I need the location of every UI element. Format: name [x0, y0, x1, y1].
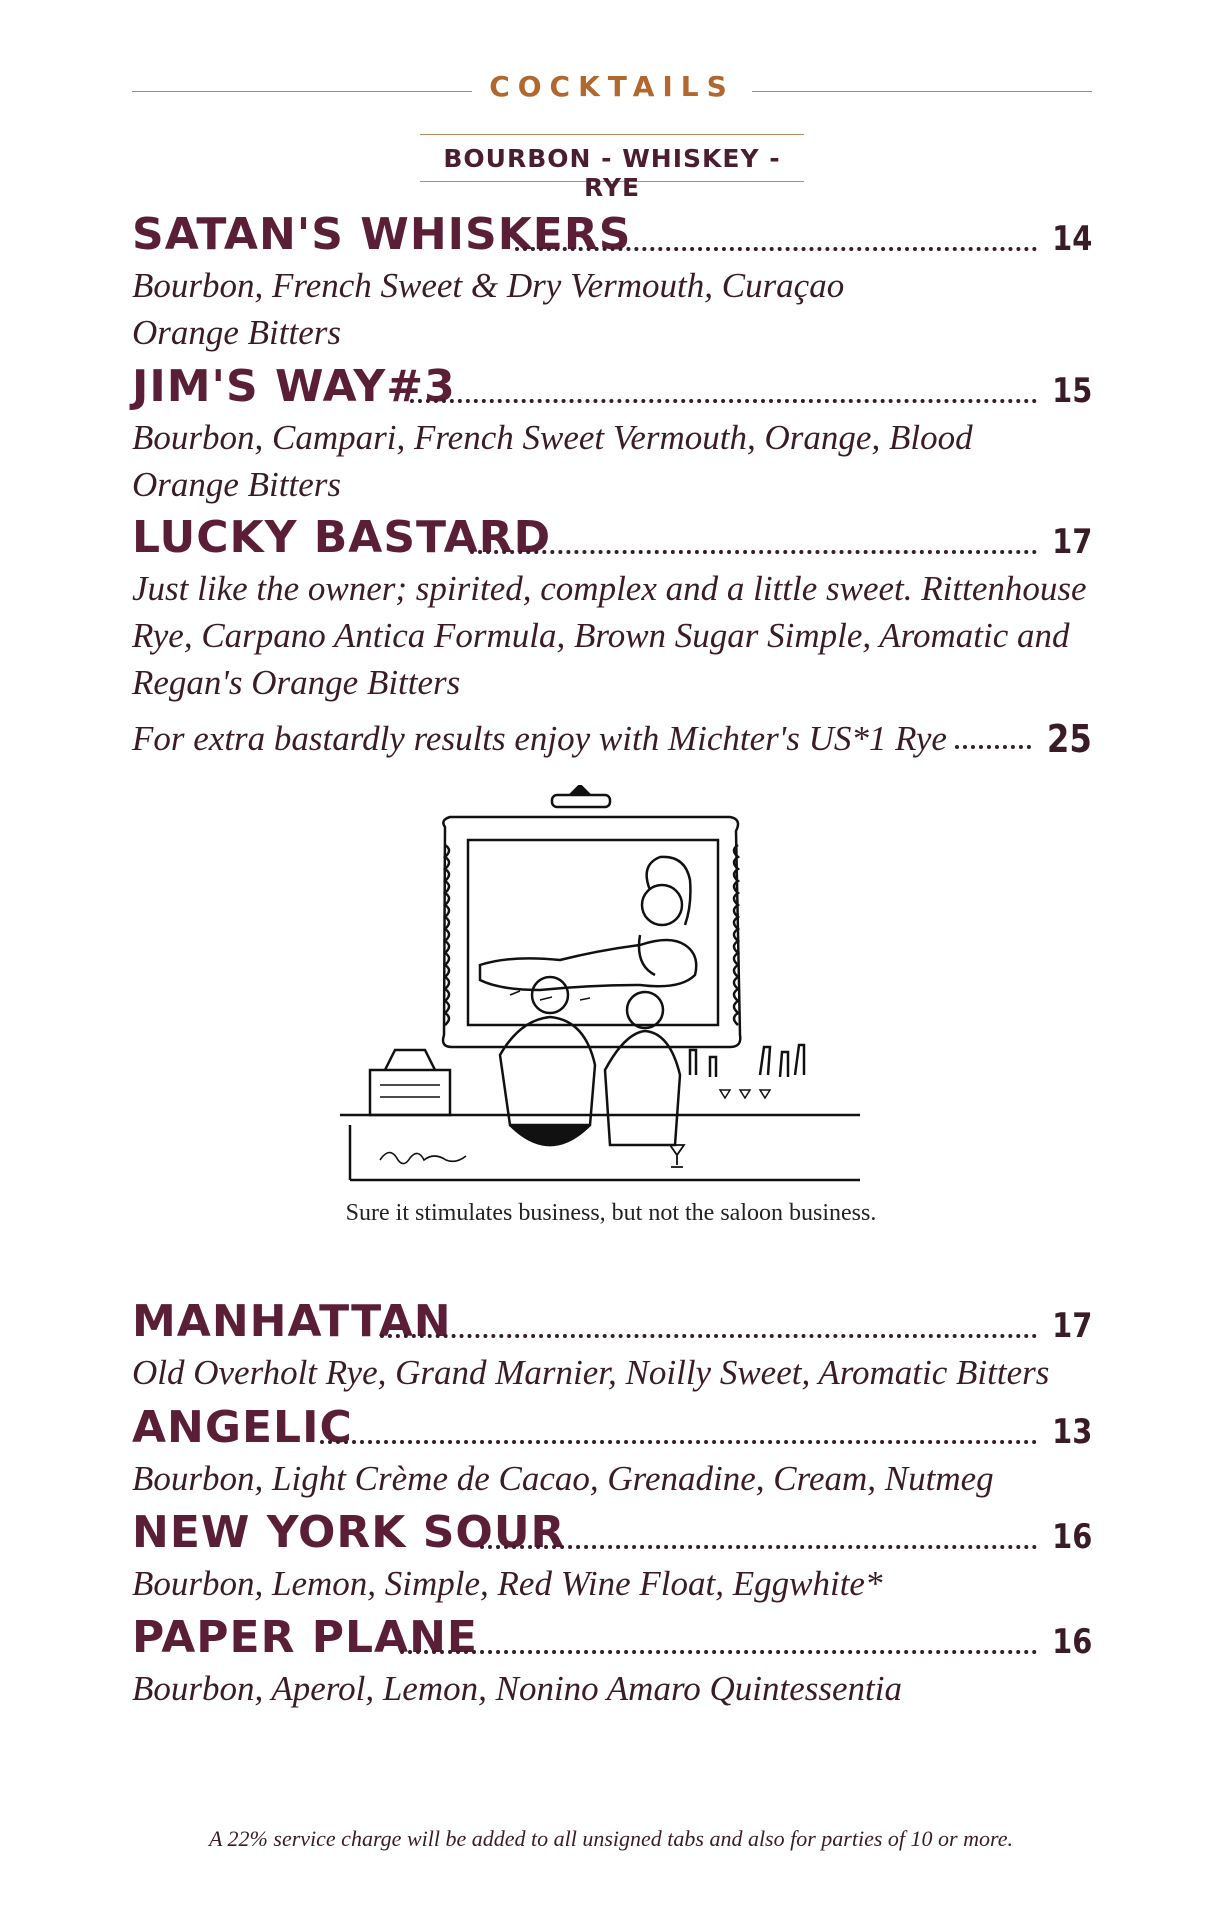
- menu-item: [132, 1608, 1092, 1711]
- dot-leader: [400, 1649, 1037, 1654]
- menu-item: [132, 357, 1092, 507]
- item-name: LUCKY BASTARD: [132, 512, 552, 563]
- dot-leader: [380, 1333, 1037, 1338]
- item-name: JIM'S WAY#3: [132, 361, 456, 412]
- upgrade-option: [132, 716, 1092, 761]
- item-price: 15: [1051, 371, 1092, 411]
- item-price: 16: [1051, 1517, 1092, 1557]
- item-description-line: Bourbon, Light Crème de Cacao, Grenadine, Cream, Nutmeg: [132, 1459, 994, 1498]
- item-price: 13: [1051, 1412, 1092, 1452]
- item-name: PAPER PLANE: [132, 1612, 478, 1663]
- upgrade-price: 25: [1047, 717, 1092, 761]
- cartoon-illustration: [340, 785, 860, 1185]
- item-description-line: Bourbon, Aperol, Lemon, Nonino Amaro Quintessentia: [132, 1669, 902, 1708]
- header-rule-right: [752, 91, 1092, 92]
- item-description-line: Orange Bitters: [132, 313, 342, 352]
- menu-item: [132, 1292, 1092, 1395]
- menu-item: [132, 1503, 1092, 1606]
- dot-leader: [955, 744, 1031, 749]
- dot-leader: [470, 549, 1037, 554]
- dot-leader: [320, 1439, 1037, 1444]
- item-price: 17: [1051, 1306, 1092, 1346]
- menu-item: [132, 508, 1092, 705]
- upgrade-text: For extra bastardly results enjoy with Michter's US*1 Rye: [132, 719, 947, 758]
- item-description-line: Orange Bitters: [132, 465, 342, 504]
- section-title: COCKTAILS: [489, 70, 735, 103]
- item-description-line: Old Overholt Rye, Grand Marnier, Noilly Sweet, Aromatic Bitters: [132, 1353, 1050, 1392]
- menu-item: [132, 1398, 1092, 1501]
- service-charge-note: A 22% service charge will be added to all unsigned tabs and also for parties of 10 or more.: [209, 1826, 1013, 1851]
- item-price: 14: [1051, 219, 1092, 259]
- item-price: 17: [1051, 522, 1092, 562]
- item-name: MANHATTAN: [132, 1296, 452, 1347]
- subsection-heading-label: BOURBON - WHISKEY - RYE: [443, 144, 781, 202]
- item-description-line: Rye, Carpano Antica Formula, Brown Sugar Simple, Aromatic and: [132, 616, 1070, 655]
- item-description-line: Bourbon, Campari, French Sweet Vermouth, Orange, Blood: [132, 418, 973, 457]
- dot-leader: [515, 246, 1037, 251]
- menu-item: [132, 205, 1092, 355]
- illustration-caption: Sure it stimulates business, but not the saloon business.: [345, 1200, 877, 1226]
- item-description-line: Regan's Orange Bitters: [132, 663, 461, 702]
- subsection-heading: [420, 134, 804, 202]
- dot-leader: [410, 398, 1037, 403]
- item-description-line: Just like the owner; spirited, complex and a little sweet. Rittenhouse: [132, 569, 1087, 608]
- item-name: ANGELIC: [132, 1402, 353, 1453]
- section-header: [132, 70, 1092, 114]
- item-name: NEW YORK SOUR: [132, 1507, 566, 1558]
- item-description-line: Bourbon, Lemon, Simple, Red Wine Float, Eggwhite*: [132, 1564, 883, 1603]
- dot-leader: [480, 1544, 1037, 1549]
- item-name: SATAN'S WHISKERS: [132, 209, 632, 260]
- item-price: 16: [1051, 1622, 1092, 1662]
- item-description-line: Bourbon, French Sweet & Dry Vermouth, Curaçao: [132, 266, 845, 305]
